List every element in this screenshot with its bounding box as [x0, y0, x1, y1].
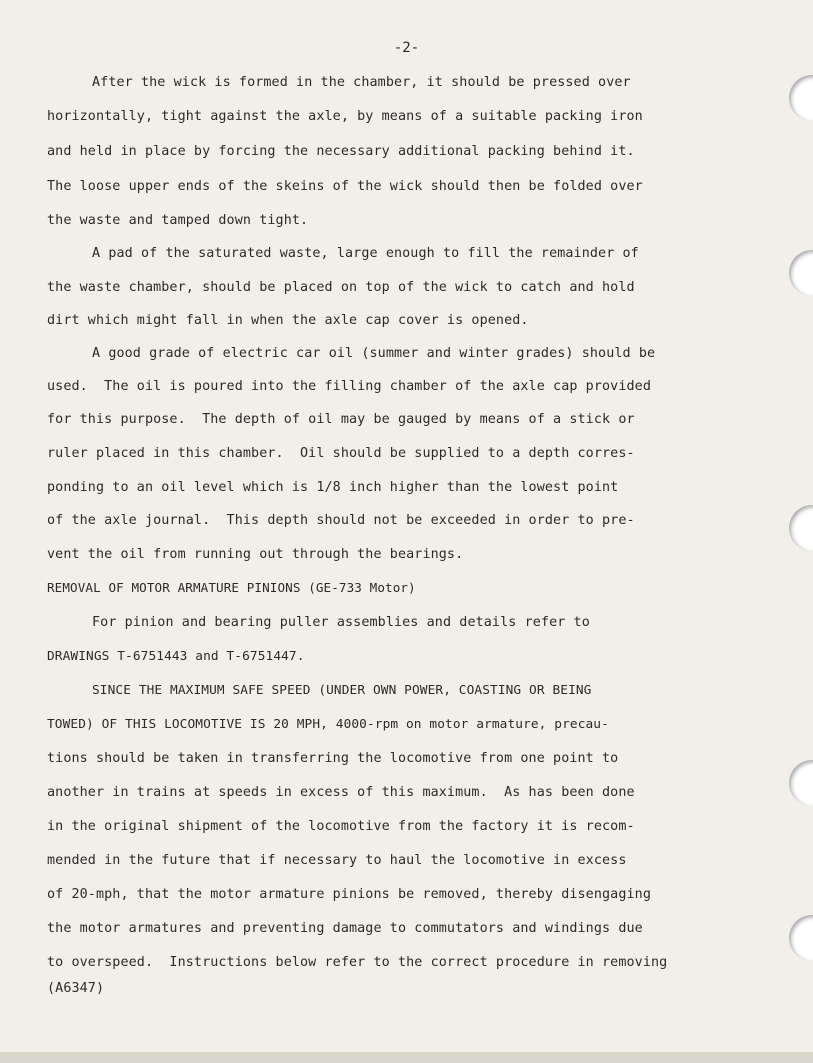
page-number: -2-: [393, 40, 420, 56]
binder-hole: [789, 250, 813, 296]
text-line: of 20-mph, that the motor armature pinions be removed, thereby disengaging: [47, 887, 651, 902]
text-line: the waste chamber, should be placed on top of the wick to catch and hold: [47, 280, 635, 295]
text-line: A pad of the saturated waste, large enough to fill the remainder of: [92, 246, 639, 261]
binder-hole: [789, 505, 813, 551]
text-line: (A6347): [47, 981, 105, 996]
text-line: the motor armatures and preventing damage to commutators and windings due: [47, 921, 643, 936]
text-line: and held in place by forcing the necessary additional packing behind it.: [47, 144, 635, 159]
text-line: ponding to an oil level which is 1/8 inch higher than the lowest point: [47, 480, 619, 495]
binder-hole: [789, 75, 813, 121]
text-line: After the wick is formed in the chamber, it should be pressed over: [92, 75, 631, 90]
text-line: TOWED) OF THIS LOCOMOTIVE IS 20 MPH, 4000-rpm on motor armature, precau-: [47, 717, 609, 732]
binder-hole: [789, 915, 813, 961]
text-line: for this purpose. The depth of oil may be gauged by means of a stick or: [47, 412, 635, 427]
text-line: SINCE THE MAXIMUM SAFE SPEED (UNDER OWN POWER, COASTING OR BEING: [92, 683, 592, 698]
text-line: in the original shipment of the locomotive from the factory it is recom-: [47, 819, 635, 834]
text-line: The loose upper ends of the skeins of the wick should then be folded over: [47, 179, 643, 194]
text-line: dirt which might fall in when the axle cap cover is opened.: [47, 313, 529, 328]
text-line: ruler placed in this chamber. Oil should be supplied to a depth corres-: [47, 446, 635, 461]
binder-hole: [789, 760, 813, 806]
text-line: vent the oil from running out through the bearings.: [47, 547, 464, 562]
text-line: to overspeed. Instructions below refer to the correct procedure in removing: [47, 955, 668, 970]
text-line: the waste and tamped down tight.: [47, 213, 309, 228]
text-line: tions should be taken in transferring the locomotive from one point to: [47, 751, 619, 766]
text-line: mended in the future that if necessary to haul the locomotive in excess: [47, 853, 627, 868]
section-heading: REMOVAL OF MOTOR ARMATURE PINIONS (GE-733 Motor): [47, 580, 416, 595]
text-line: of the axle journal. This depth should not be exceeded in order to pre-: [47, 513, 635, 528]
text-line: DRAWINGS T-6751443 and T-6751447.: [47, 649, 305, 664]
text-line: For pinion and bearing puller assemblies and details refer to: [92, 615, 590, 630]
text-line: used. The oil is poured into the filling chamber of the axle cap provided: [47, 379, 651, 394]
text-line: another in trains at speeds in excess of this maximum. As has been done: [47, 785, 635, 800]
scan-edge: [0, 1052, 813, 1063]
text-line: horizontally, tight against the axle, by means of a suitable packing iron: [47, 109, 643, 124]
text-line: A good grade of electric car oil (summer and winter grades) should be: [92, 346, 656, 361]
